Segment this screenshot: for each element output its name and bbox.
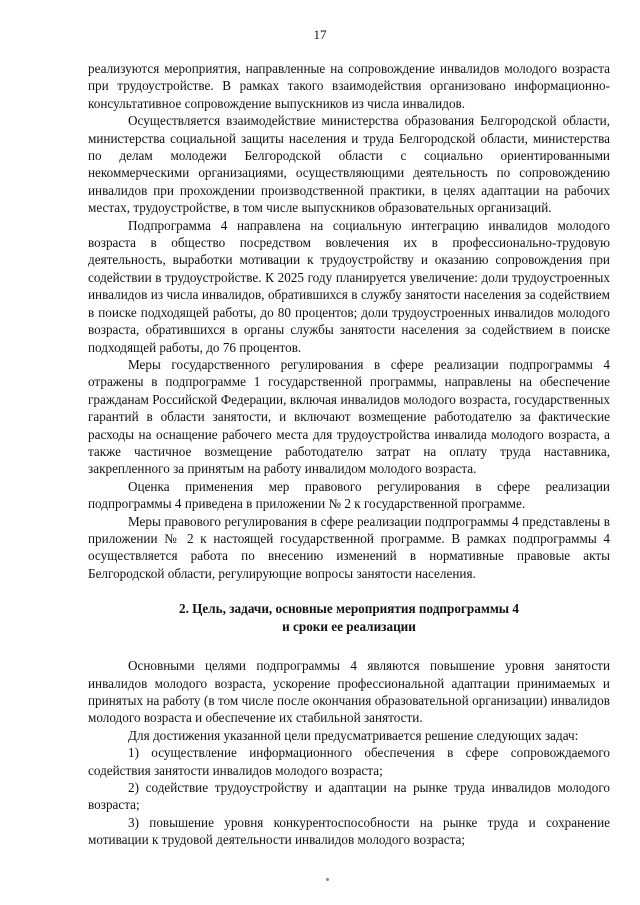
paragraph: Оценка применения мер правового регулирования в сфере реализации подпрограммы 4 приведена в приложении № 2 к государственной программе. [88, 478, 610, 512]
page-number: 17 [313, 27, 327, 42]
document-body [88, 60, 610, 849]
section-heading-line: и сроки ее реализации [282, 619, 416, 635]
paragraph: Подпрограмма 4 направлена на социальную интеграцию инвалидов молодого возраста в общество посредством вовлечения их в профессионально-трудовую деятельность, выработки мотивации к трудоустройству и оказанию сопровождения при содействии в трудоустройстве. К 2025 году планируется увеличение: доли трудоустроенных инвалидов из числа инвалидов, обратившихся в службу занятости населения за содействием в поиске подходящей работы, до 80 процентов; доли трудоустроенных инвалидов молодого возраста, обратившихся в органы службы занятости населения за содействием в поиске подходящей работы, до 76 процентов. [88, 217, 610, 355]
section-heading-line: 2. Цель, задачи, основные мероприятия подпрограммы 4 [178, 601, 519, 617]
paragraph: Для достижения указанной цели предусматривается решение следующих задач: [128, 727, 579, 743]
paragraph: реализуются мероприятия, направленные на сопровождение инвалидов молодого возраста при трудоустройстве. В рамках такого взаимодействия организовано информационно-консультативное сопровождение выпускников из числа инвалидов. [88, 61, 610, 111]
paragraph: Основными целями подпрограммы 4 являются повышение уровня занятости инвалидов молодого возраста, ускорение профессиональной адаптации принимаемых и принятых на работу (в том числе после окончания образовательной организации) инвалидов молодого возраста и обеспечение их стабильной занятости. [88, 658, 610, 726]
paragraph: Меры государственного регулирования в сфере реализации подпрограммы 4 отражены в подпрограмме 1 государственной программы, направлены на обеспечение гражданам Российской Федерации, включая инвалидов молодого возраста, государственных гарантий в области занятости, и включают возмещение работодателю за фактические расходы на оснащение рабочего места для трудоустройства инвалида молодого возраста, а также частичное возмещение работодателю затрат на оплату труда наставника, закрепленного за принятым на работу инвалидом молодого возраста. [88, 356, 610, 477]
list-item: 3) повышение уровня конкурентоспособности на рынке труда и сохранение мотивации к трудовой деятельности инвалидов молодого возраста; [88, 814, 610, 848]
section-heading [88, 600, 610, 636]
list-item: 2) содействие трудоустройству и адаптации на рынке труда инвалидов молодого возраста; [88, 780, 610, 813]
paragraph: Меры правового регулирования в сфере реализации подпрограммы 4 представлены в приложении № 2 к настоящей государственной программе. В рамках подпрограммы 4 осуществляется работа по внесению изменений в нормативные правовые акты Белгородской области, регулирующие вопросы занятости населения. [88, 513, 610, 581]
scan-speck [326, 878, 329, 881]
list-item: 1) осуществление информационного обеспечения в сфере сопровождаемого содействия занятости инвалидов молодого возраста; [88, 745, 610, 778]
paragraph: Осуществляется взаимодействие министерства образования Белгородской области, министерства социальной защиты населения и труда Белгородской области, министерства по делам молодежи Белгородской области с социально ориентированными некоммерческими организациями, осуществляющими деятельность по сопровождению инвалидов при прохождении производственной практики, в целях адаптации на рабочих местах, трудоустройстве, в том числе выпускников образовательных организаций. [88, 113, 610, 216]
